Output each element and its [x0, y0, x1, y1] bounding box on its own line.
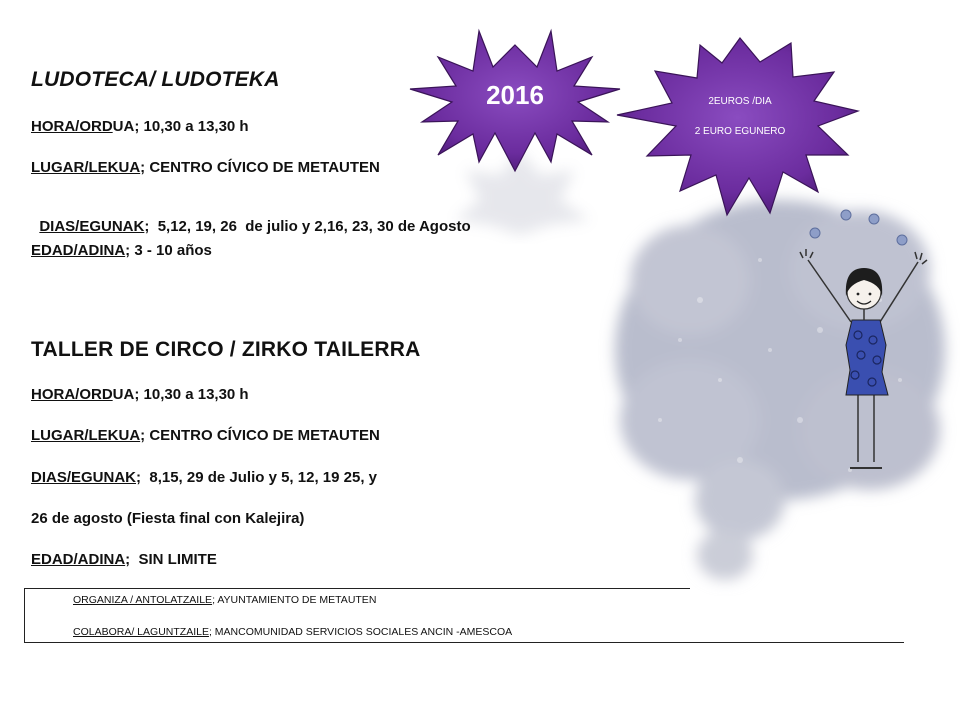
taller-hora-label-rest: UA: [112, 386, 135, 403]
taller-hora-label: HORA/ORD: [31, 386, 113, 403]
price-line-2: 2 EURO EGUNERO: [694, 126, 786, 137]
dress-shape: [846, 320, 888, 395]
year-label: 2016: [486, 80, 544, 110]
ludoteca-hora-value: ; 10,30 a 13,30 h: [134, 118, 249, 135]
footer-left-rule: [24, 588, 25, 642]
ludoteca-hora-label-rest: UA: [112, 118, 135, 135]
ludoteca-dias: [31, 201, 471, 235]
taller-dias: [31, 469, 377, 486]
organiza-label: ORGANIZA / ANTOLATZAILE: [73, 594, 213, 606]
ludoteca-title: LUDOTECA/ LUDOTEKA: [31, 68, 280, 91]
taller-lugar: [31, 427, 380, 444]
organiza-value: ; AYUNTAMIENTO DE METAUTEN: [212, 594, 377, 606]
taller-hora: [31, 386, 249, 403]
taller-edad-label: EDAD/ADINA: [31, 551, 126, 568]
footer-organiza: [73, 594, 376, 606]
taller-edad-value: ; SIN LIMITE: [125, 551, 217, 568]
ludoteca-lugar: [31, 159, 380, 176]
taller-lugar-value: ; CENTRO CÍVICO DE METAUTEN: [140, 427, 380, 444]
ludoteca-dias-value: ; 5,12, 19, 26 de julio y 2,16, 23, 30 de Agosto: [144, 218, 471, 235]
thought-cloud: [615, 200, 945, 580]
star-shadow: [455, 150, 590, 235]
ludoteca-lugar-value: ; CENTRO CÍVICO DE METAUTEN: [140, 159, 380, 176]
taller-dias-value: ; 8,15, 29 de Julio y 5, 12, 19 25, y: [136, 469, 377, 486]
colabora-label: COLABORA/ LAGUNTZAILE: [73, 626, 209, 638]
ludoteca-hora: [31, 118, 249, 135]
colabora-value: ; MANCOMUNIDAD SERVICIOS SOCIALES ANCIN -AMESCOA: [208, 626, 513, 638]
ludoteca-edad-label: EDAD/ADINA: [31, 242, 126, 259]
footer-bottom-rule: [24, 642, 904, 643]
price-line-1: 2EUROS /DIA: [708, 96, 772, 107]
taller-dias-label: DIAS/EGUNAK: [31, 469, 137, 486]
ludoteca-lugar-label: LUGAR/LEKUA: [31, 159, 141, 176]
footer-colabora: [73, 626, 512, 638]
taller-title: TALLER DE CIRCO / ZIRKO TAILERRA: [31, 338, 421, 361]
ludoteca-hora-label: HORA/ORD: [31, 118, 113, 135]
ludoteca-dias-label: DIAS/EGUNAK: [39, 218, 145, 235]
taller-hora-value: ; 10,30 a 13,30 h: [134, 386, 249, 403]
footer-top-rule: [24, 588, 690, 589]
taller-lugar-label: LUGAR/LEKUA: [31, 427, 141, 444]
taller-dias-continued: 26 de agosto (Fiesta final con Kalejira): [31, 510, 305, 527]
ludoteca-edad: [31, 242, 212, 259]
taller-edad: [31, 551, 217, 568]
ludoteca-edad-value: ; 3 - 10 años: [125, 242, 212, 259]
